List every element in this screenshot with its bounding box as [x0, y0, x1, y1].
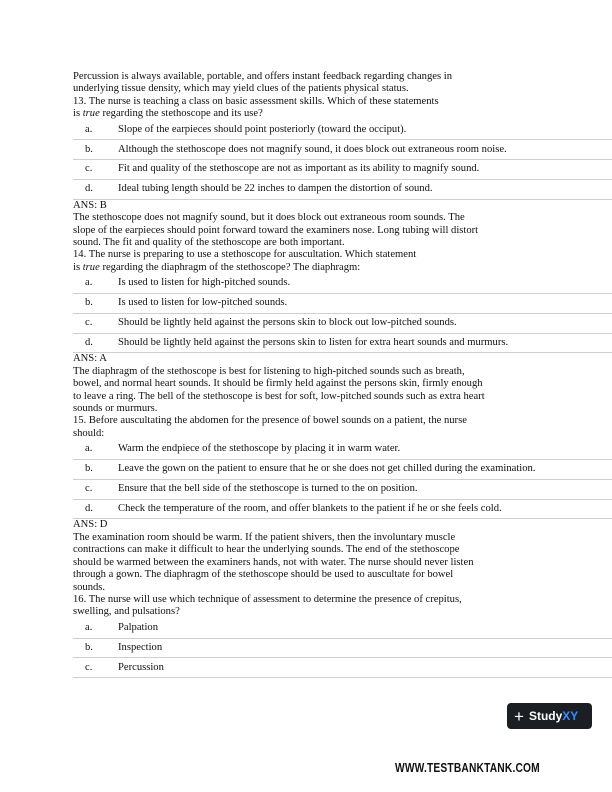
options-list — [73, 619, 612, 678]
option-text: Is used to listen for high-pitched sounds. — [118, 277, 291, 289]
option-text: Percussion — [118, 661, 164, 673]
option-text: Warm the endpiece of the stethoscope by placing it in warm water. — [118, 443, 401, 455]
emphasis-true: true — [82, 261, 100, 273]
option-b — [73, 294, 612, 314]
question-stem: is true regarding the diaphragm of the stethoscope? The diaphragm: — [73, 261, 361, 273]
option-letter: a. — [85, 443, 93, 455]
rationale-line: should be warmed between the examiners hands, not with water. The nurse should never listen — [73, 556, 474, 568]
question-stem: should: — [73, 427, 105, 439]
plus-icon: + — [514, 706, 524, 726]
question-stem: swelling, and pulsations? — [73, 606, 180, 618]
answer-key: ANS: B — [73, 199, 107, 211]
option-letter: c. — [85, 317, 93, 329]
option-text: Inspection — [118, 641, 163, 653]
options-list — [73, 440, 612, 519]
option-a — [73, 274, 612, 294]
studyxy-badge[interactable] — [507, 703, 592, 729]
option-c — [73, 160, 612, 180]
options-list — [73, 274, 612, 353]
option-letter: b. — [85, 297, 93, 309]
question-stem: 14. The nurse is preparing to use a stethoscope for auscultation. Which statement — [73, 249, 417, 261]
option-c — [73, 480, 612, 500]
option-text: Check the temperature of the room, and offer blankets to the patient if he or she feels cold. — [118, 502, 502, 514]
brand-accent: XY — [562, 708, 579, 723]
option-text: Although the stethoscope does not magnify sound, it does block out extraneous room noise. — [118, 143, 507, 155]
question-stem: 13. The nurse is teaching a class on basic assessment skills. Which of these statements — [73, 95, 439, 107]
option-text: Should be lightly held against the persons skin to listen for extra heart sounds and murmurs. — [118, 336, 509, 348]
rationale-line: sounds or murmurs. — [73, 403, 158, 415]
option-c — [73, 314, 612, 334]
option-letter: b. — [85, 143, 93, 155]
rationale-line: to leave a ring. The bell of the stethoscope is best for soft, low-pitched sounds such as extra heart — [73, 390, 485, 402]
option-a — [73, 619, 612, 639]
option-letter: b. — [85, 641, 93, 653]
option-letter: d. — [85, 502, 93, 514]
options-list — [73, 121, 612, 200]
rationale-line: bowel, and normal heart sounds. It should be firmly held against the persons skin, firmly enough — [73, 378, 483, 390]
rationale-line: slope of the earpieces should point forward toward the examiners nose. Long tubing will distort — [73, 224, 479, 236]
option-text: Should be lightly held against the persons skin to block out low-pitched sounds. — [118, 317, 457, 329]
rationale-line: sounds. — [73, 581, 106, 593]
question-stem: 15. Before auscultating the abdomen for the presence of bowel sounds on a patient, the nurse — [73, 415, 467, 427]
question-stem: is true regarding the stethoscope and its use? — [73, 108, 263, 120]
option-text: Is used to listen for low-pitched sounds. — [118, 297, 288, 309]
question-13 — [73, 96, 608, 250]
option-d — [73, 500, 612, 520]
option-letter: d. — [85, 336, 93, 348]
option-b — [73, 460, 612, 480]
rationale-line: sound. The fit and quality of the stethoscope are both important. — [73, 237, 345, 249]
answer-key: ANS: A — [73, 353, 107, 365]
footer-website-url[interactable]: WWW.TESTBANKTANK.COM — [395, 761, 540, 775]
option-letter: d. — [85, 183, 93, 195]
option-d — [73, 180, 612, 200]
intro-line-2: underlying tissue density, which may yield clues of the patients physical status. — [73, 83, 409, 95]
intro-line-1: Percussion is always available, portable, and offers instant feedback regarding changes in — [73, 71, 452, 82]
option-a — [73, 121, 612, 141]
option-letter: a. — [85, 277, 93, 289]
emphasis-true: true — [82, 108, 100, 120]
document-body — [73, 71, 608, 678]
question-14 — [73, 249, 608, 415]
option-letter: b. — [85, 463, 93, 475]
rationale-line: The stethoscope does not magnify sound, but it does block out extraneous room sounds. The — [73, 212, 465, 224]
option-text: Leave the gown on the patient to ensure that he or she does not get chilled during the examination. — [118, 463, 536, 475]
rationale-line: The examination room should be warm. If the patient shivers, then the involuntary muscle — [73, 531, 456, 543]
option-text: Ensure that the bell side of the stethoscope is turned to the on position. — [118, 483, 418, 495]
question-15 — [73, 415, 608, 593]
rationale-line: through a gown. The diaphragm of the stethoscope should be used to auscultate for bowel — [73, 569, 454, 581]
option-text: Ideal tubing length should be 22 inches to dampen the distortion of sound. — [118, 183, 433, 195]
option-letter: a. — [85, 123, 93, 135]
brand-main: Study — [528, 708, 563, 723]
option-text: Slope of the earpieces should point posteriorly (toward the occiput). — [118, 123, 407, 135]
option-letter: a. — [85, 621, 93, 633]
question-16 — [73, 594, 608, 678]
option-letter: c. — [85, 483, 93, 495]
option-letter: c. — [85, 661, 93, 673]
option-letter: c. — [85, 163, 93, 175]
rationale-line: contractions can make it difficult to hear the underlying sounds. The end of the stethoscope — [73, 544, 460, 556]
option-text: Fit and quality of the stethoscope are not as important as its ability to magnify sound. — [118, 163, 480, 175]
option-c — [73, 658, 612, 678]
brand-name — [529, 710, 578, 722]
option-d — [73, 334, 612, 354]
rationale-line: The diaphragm of the stethoscope is best for listening to high-pitched sounds such as breath, — [73, 365, 465, 377]
option-text: Palpation — [118, 621, 159, 633]
option-b — [73, 140, 612, 160]
option-b — [73, 639, 612, 659]
question-stem: 16. The nurse will use which technique of assessment to determine the presence of crepitus, — [73, 593, 462, 605]
option-a — [73, 440, 612, 460]
answer-key: ANS: D — [73, 519, 108, 531]
